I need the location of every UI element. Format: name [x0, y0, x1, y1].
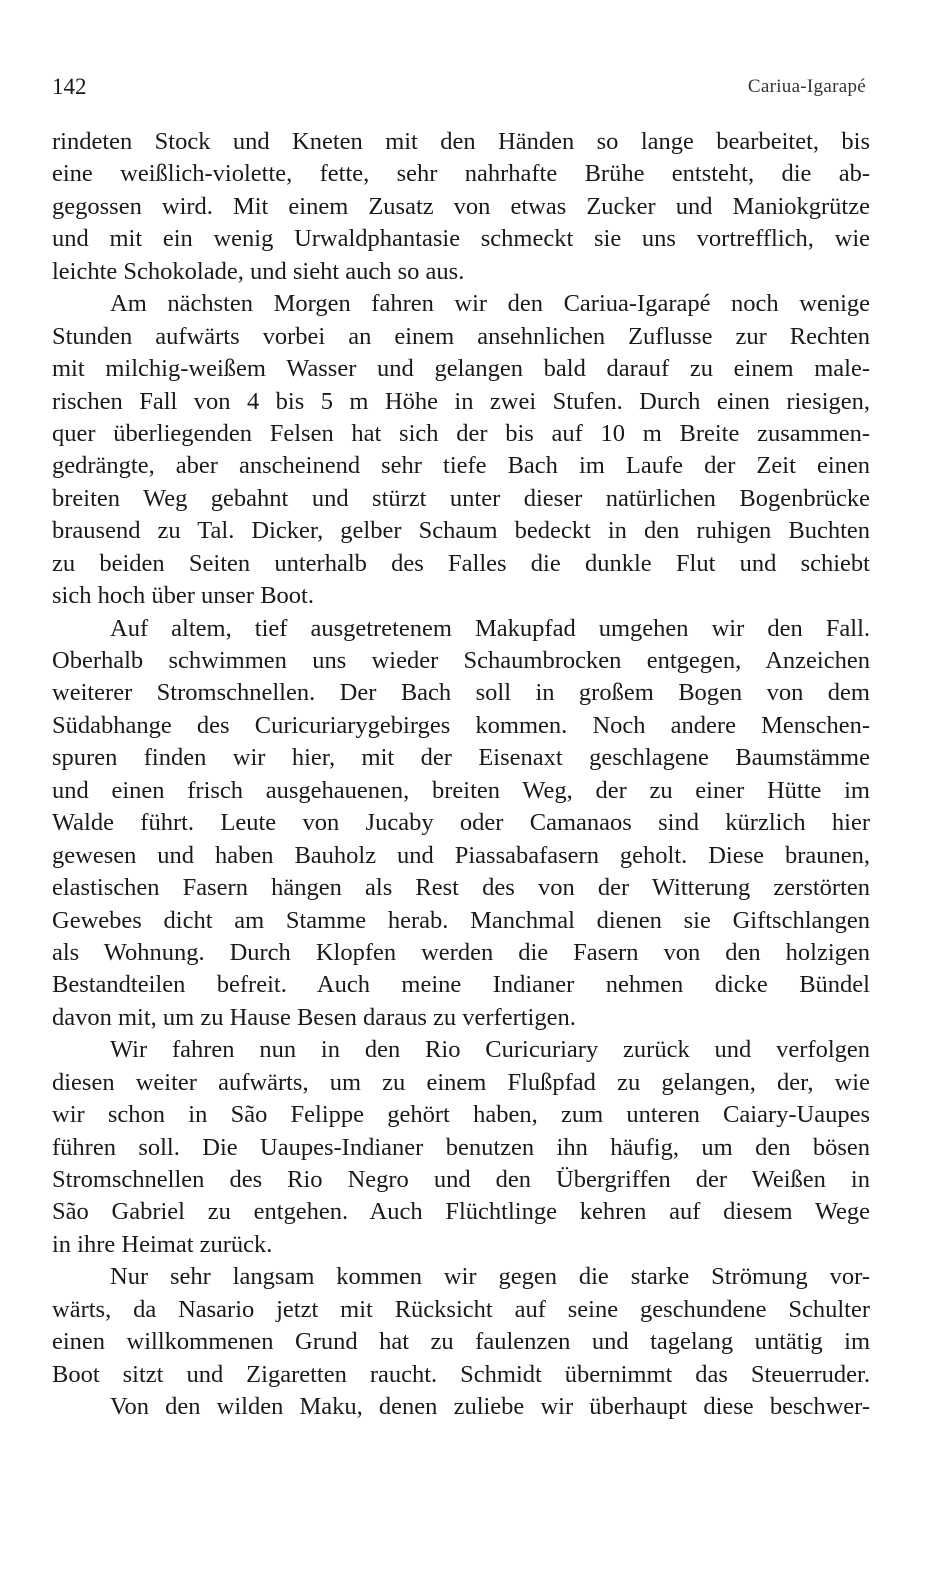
text-line: rischen Fall von 4 bis 5 m Höhe in zwei Stufen. Durch einen riesigen, [52, 387, 870, 415]
text-line: zu beiden Seiten unterhalb des Falles die dunkle Flut und schiebt [52, 549, 870, 577]
text-line: elastischen Fasern hängen als Rest des von der Witterung zerstörten [52, 874, 870, 902]
text-line: führen soll. Die Uaupes-Indianer benutzen ihn häufig, um den bösen [52, 1133, 870, 1161]
text-line: Auf altem, tief ausgetretenem Makupfad umgehen wir den Fall. [110, 614, 870, 642]
text-line: Wir fahren nun in den Rio Curicuriary zurück und verfolgen [110, 1036, 870, 1064]
text-line: Oberhalb schwimmen uns wieder Schaumbrocken entgegen, Anzeichen [52, 647, 870, 674]
text-line: als Wohnung. Durch Klopfen werden die Fasern von den holzigen [52, 938, 870, 966]
text-line: Stunden aufwärts vorbei an einem ansehnlichen Zuflusse zur Rechten [52, 322, 870, 350]
text-line: Nur sehr langsam kommen wir gegen die starke Strömung vor- [110, 1263, 870, 1291]
text-line: São Gabriel zu entgehen. Auch Flüchtlinge kehren auf diesem Wege [52, 1198, 870, 1226]
text-line: und mit ein wenig Urwaldphantasie schmeckt sie uns vortrefflich, wie [52, 225, 870, 253]
text-line: Boot sitzt und Zigaretten raucht. Schmidt übernimmt das Steuerruder. [52, 1360, 870, 1388]
body-text [52, 126, 870, 1424]
text-line: einen willkommenen Grund hat zu faulenzen und tagelang untätig im [52, 1328, 870, 1356]
text-line: Walde führt. Leute von Jucaby oder Camanaos sind kürzlich hier [52, 809, 870, 837]
text-line: brausend zu Tal. Dicker, gelber Schaum bedeckt in den ruhigen Buchten [52, 517, 870, 545]
text-line: in ihre Heimat zurück. [52, 1230, 273, 1258]
running-title: Cariua-Igarapé [747, 76, 866, 97]
text-line: quer überliegenden Felsen hat sich der bis auf 10 m Breite zusammen- [52, 419, 870, 447]
text-line: davon mit, um zu Hause Besen daraus zu verfertigen. [52, 1003, 576, 1031]
text-line: leichte Schokolade, und sieht auch so aus. [52, 257, 465, 285]
page-header [52, 74, 866, 104]
text-line: weiterer Stromschnellen. Der Bach soll in großem Bogen von dem [52, 679, 870, 707]
text-line: gedrängte, aber anscheinend sehr tiefe Bach im Laufe der Zeit einen [52, 452, 870, 480]
text-line: Bestandteilen befreit. Auch meine Indianer nehmen dicke Bündel [52, 971, 870, 999]
text-line: Am nächsten Morgen fahren wir den Cariua-Igarapé noch wenige [110, 290, 870, 318]
text-line: breiten Weg gebahnt und stürzt unter dieser natürlichen Bogenbrücke [52, 484, 870, 512]
text-line: Gewebes dicht am Stamme herab. Manchmal dienen sie Giftschlangen [52, 906, 870, 934]
text-line: wir schon in São Felippe gehört haben, zum unteren Caiary-Uaupes [52, 1101, 870, 1129]
text-line: Südabhange des Curicuriarygebirges kommen. Noch andere Menschen- [52, 711, 870, 739]
text-line: und einen frisch ausgehauenen, breiten Weg, der zu einer Hütte im [52, 776, 870, 804]
text-line: spuren finden wir hier, mit der Eisenaxt geschlagene Baumstämme [52, 744, 870, 772]
text-line: Von den wilden Maku, denen zuliebe wir überhaupt diese beschwer- [110, 1393, 870, 1421]
text-line: diesen weiter aufwärts, um zu einem Flußpfad zu gelangen, der, wie [52, 1068, 870, 1096]
page-number: 142 [52, 74, 87, 99]
text-line: eine weißlich-violette, fette, sehr nahrhafte Brühe entsteht, die ab- [52, 160, 870, 188]
text-line: wärts, da Nasario jetzt mit Rücksicht auf seine geschundene Schulter [52, 1295, 870, 1323]
text-line: gewesen und haben Bauholz und Piassabafasern geholt. Diese braunen, [52, 841, 870, 869]
text-line: gegossen wird. Mit einem Zusatz von etwas Zucker und Maniokgrütze [52, 192, 870, 220]
text-line: rindeten Stock und Kneten mit den Händen so lange bearbeitet, bis [52, 128, 870, 155]
text-line: sich hoch über unser Boot. [52, 582, 314, 610]
text-line: Stromschnellen des Rio Negro und den Übergriffen der Weißen in [52, 1166, 870, 1193]
text-line: mit milchig-weißem Wasser und gelangen bald darauf zu einem male- [52, 355, 870, 383]
